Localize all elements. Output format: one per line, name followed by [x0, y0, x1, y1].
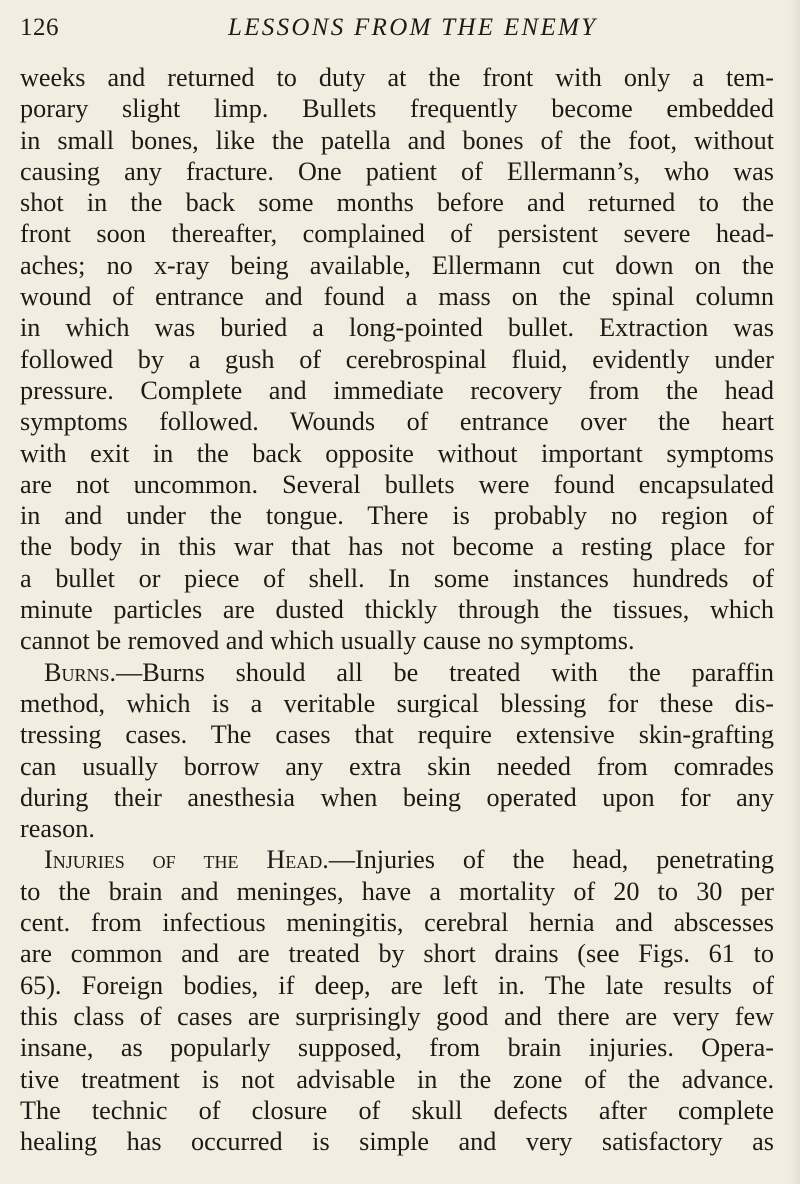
- text-line: healing has occurred is simple and very satisfactory as: [20, 1127, 774, 1157]
- text-line: insane, as popularly supposed, from brain injuries. Opera-: [20, 1033, 774, 1063]
- text-line: in and under the tongue. There is probably no region of: [20, 501, 774, 531]
- text-line: aches; no x-ray being available, Ellermann cut down on the: [20, 250, 774, 280]
- text-line: symptoms followed. Wounds of entrance over the heart: [20, 407, 774, 437]
- text-line: are common and are treated by short drains (see Figs. 61 to: [20, 939, 774, 969]
- text-line: followed by a gush of cerebrospinal fluid, evidently under: [20, 344, 774, 374]
- text-line: front soon thereafter, complained of persistent severe head-: [20, 219, 774, 249]
- text-line: during their anesthesia when being operated upon for any: [20, 782, 774, 812]
- text-line: causing any fracture. One patient of Ellermann’s, who was: [20, 156, 774, 186]
- text-line: wound of entrance and found a mass on the spinal column: [20, 282, 774, 312]
- text-line: a bullet or piece of shell. In some instances hundreds of: [20, 563, 774, 593]
- text-line: minute particles are dusted thickly through the tissues, which: [20, 595, 774, 625]
- text-line: tive treatment is not advisable in the zone of the advance.: [20, 1064, 774, 1094]
- text-line: shot in the back some months before and returned to the: [20, 188, 774, 218]
- text-line: can usually borrow any extra skin needed from comrades: [20, 751, 774, 781]
- text-line: tressing cases. The cases that require extensive skin-grafting: [20, 720, 774, 750]
- paragraph-start-head-injuries: [20, 844, 774, 875]
- section-heading-head-injuries: Injuries of the Head.: [44, 845, 329, 875]
- page-edge-shadow: [790, 0, 800, 1184]
- running-title: LESSONS FROM THE ENEMY: [228, 14, 598, 41]
- paragraph-start-burns: [20, 657, 774, 688]
- text-line: in small bones, like the patella and bones of the foot, without: [20, 125, 774, 155]
- text-line: are not uncommon. Several bullets were found encapsulated: [20, 469, 774, 499]
- text-line: cannot be removed and which usually cause no symptoms.: [20, 626, 635, 656]
- text-line: —Burns should all be treated with the paraffin: [116, 657, 774, 687]
- text-line: cent. from infectious meningitis, cerebral hernia and abscesses: [20, 908, 774, 938]
- text-line: —Injuries of the head, penetrating: [328, 845, 774, 875]
- text-line: to the brain and meninges, have a mortality of 20 to 30 per: [20, 876, 774, 906]
- page-number: 126: [20, 14, 59, 41]
- text-line: The technic of closure of skull defects after complete: [20, 1095, 774, 1125]
- text-line: reason.: [20, 814, 95, 844]
- text-line: 65). Foreign bodies, if deep, are left in. The late results of: [20, 970, 774, 1000]
- section-heading-burns: Burns.: [44, 657, 117, 687]
- text-line: with exit in the back opposite without important symptoms: [20, 438, 774, 468]
- text-line: porary slight limp. Bullets frequently become embedded: [20, 94, 774, 124]
- text-line: in which was buried a long-pointed bullet. Extraction was: [20, 313, 774, 343]
- text-line: the body in this war that has not become a resting place for: [20, 532, 774, 562]
- body-text: [20, 62, 774, 1157]
- text-line: this class of cases are surprisingly good and there are very few: [20, 1001, 774, 1031]
- text-line: pressure. Complete and immediate recovery from the head: [20, 375, 774, 405]
- running-head: [20, 14, 765, 48]
- text-line: weeks and returned to duty at the front with only a tem-: [20, 63, 774, 92]
- text-line: method, which is a veritable surgical blessing for these dis-: [20, 688, 774, 718]
